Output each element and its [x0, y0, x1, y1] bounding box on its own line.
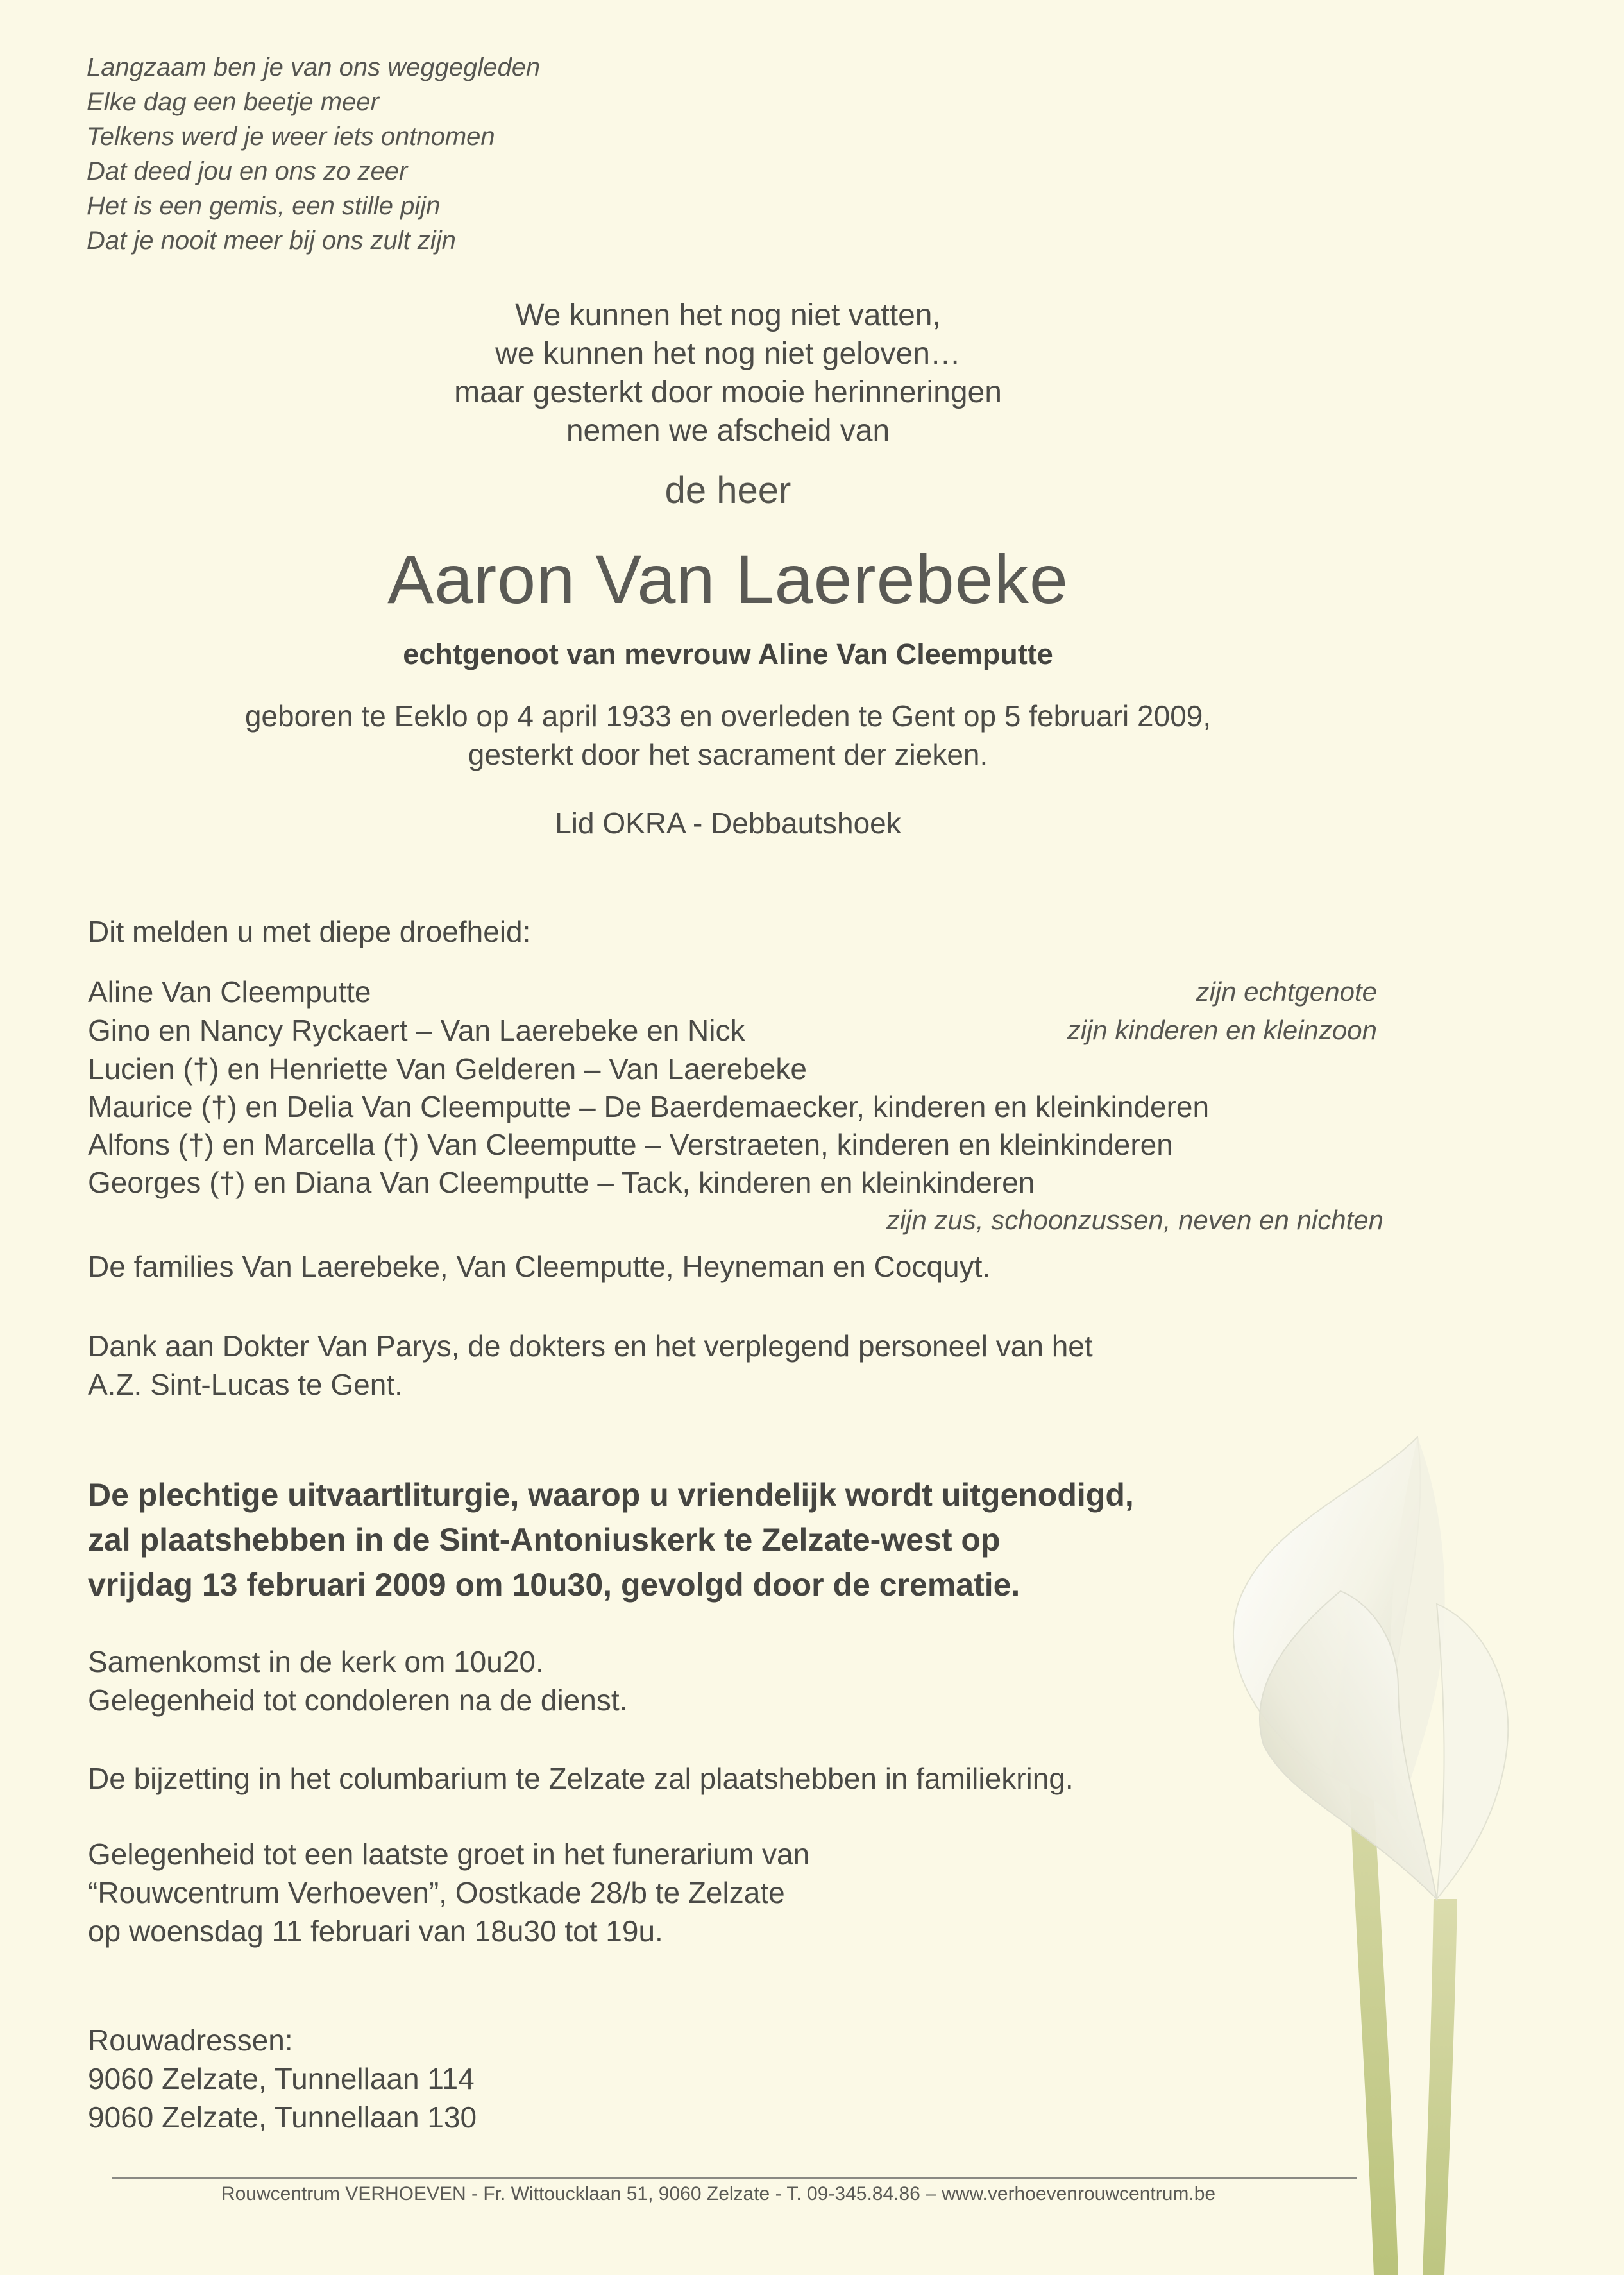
ceremony-details — [88, 1472, 1134, 1607]
family-member-name: Georges (†) en Diana Van Cleemputte – Tack, kinderen en kleinkinderen — [88, 1166, 1035, 1199]
families-line: De families Van Laerebeke, Van Cleemputte, Heyneman en Cocquyt. — [88, 1250, 991, 1283]
thanks-line: A.Z. Sint-Lucas te Gent. — [88, 1368, 403, 1401]
family-list — [88, 973, 1383, 1286]
intro-text — [0, 296, 1456, 450]
memorial-poem — [87, 50, 540, 258]
thanks-text — [88, 1327, 1093, 1404]
family-relation: zijn kinderen en kleinzoon — [1067, 1015, 1377, 1045]
family-member-name: Lucien (†) en Henriette Van Gelderen – Van Laerebeke — [88, 1052, 807, 1086]
intro-line: we kunnen het nog niet geloven… — [495, 337, 961, 371]
announcement-lead: Dit melden u met diepe droefheid: — [88, 915, 531, 948]
intro-line: nemen we afscheid van — [566, 414, 890, 448]
ceremony-line: vrijdag 13 februari 2009 om 10u30, gevolgd door de crematie. — [88, 1567, 1020, 1603]
family-group-relation: zijn zus, schoonzussen, neven en nichten — [886, 1205, 1383, 1235]
family-row — [88, 1050, 1377, 1088]
interment-line: De bijzetting in het columbarium te Zelzate zal plaatshebben in familiekring. — [88, 1762, 1074, 1795]
family-row — [88, 1126, 1377, 1164]
birth-line: geboren te Eeklo op 4 april 1933 en overleden te Gent op 5 februari 2009, — [244, 699, 1212, 733]
addresses-heading: Rouwadressen: — [88, 2024, 293, 2057]
intro-line: We kunnen het nog niet vatten, — [515, 298, 941, 332]
family-member-name: Maurice (†) en Delia Van Cleemputte – De Baerdemaecker, kinderen en kleinkinderen — [88, 1090, 1210, 1123]
birth-death-info — [0, 697, 1456, 774]
title-prefix: de heer — [664, 470, 791, 511]
thanks-line: Dank aan Dokter Van Parys, de dokters en het verplegend personeel van het — [88, 1329, 1093, 1363]
interment-info — [88, 1759, 1074, 1798]
viewing-info — [88, 1835, 809, 1950]
footer-funeral-home: Rouwcentrum VERHOEVEN - Fr. Wittoucklaan 51, 9060 Zelzate - T. 09-345.84.86 – www.verhoevenrouwcentrum.be — [221, 2183, 1216, 2204]
family-row — [88, 1088, 1377, 1126]
gathering-info — [88, 1642, 627, 1719]
family-member-name: Alfons (†) en Marcella (†) Van Cleemputte – Verstraeten, kinderen en kleinkinderen — [88, 1128, 1173, 1161]
poem-line: Telkens werd je weer iets ontnomen — [87, 123, 495, 151]
family-row — [88, 1164, 1377, 1202]
gathering-line: Gelegenheid tot condoleren na de dienst. — [88, 1683, 628, 1717]
poem-line: Dat je nooit meer bij ons zult zijn — [87, 226, 456, 255]
family-row — [88, 1012, 1377, 1050]
footer-divider — [112, 2177, 1357, 2179]
address-line: 9060 Zelzate, Tunnellaan 114 — [88, 2062, 475, 2095]
viewing-line: “Rouwcentrum Verhoeven”, Oostkade 28/b te Zelzate — [88, 1876, 785, 1909]
poem-line: Elke dag een beetje meer — [87, 88, 379, 116]
poem-line: Het is een gemis, een stille pijn — [87, 192, 441, 220]
family-member-name: Gino en Nancy Ryckaert – Van Laerebeke en Nick — [88, 1014, 745, 1047]
family-row — [88, 973, 1377, 1012]
mourning-addresses — [88, 2021, 477, 2136]
deceased-name: Aaron Van Laerebeke — [387, 540, 1069, 618]
ceremony-line: zal plaatshebben in de Sint-Antoniuskerk te Zelzate-west op — [88, 1522, 1001, 1558]
membership: Lid OKRA - Debbautshoek — [555, 806, 901, 840]
poem-line: Dat deed jou en ons zo zeer — [87, 157, 408, 185]
gathering-line: Samenkomst in de kerk om 10u20. — [88, 1645, 544, 1678]
intro-line: maar gesterkt door mooie herinneringen — [454, 375, 1002, 409]
viewing-line: Gelegenheid tot een laatste groet in het funerarium van — [88, 1837, 810, 1871]
ceremony-line: De plechtige uitvaartliturgie, waarop u vriendelijk wordt uitgenodigd, — [88, 1477, 1134, 1513]
family-member-name: Aline Van Cleemputte — [88, 975, 371, 1009]
poem-line: Langzaam ben je van ons weggegleden — [87, 53, 541, 81]
calla-lily-illustration — [1206, 1411, 1624, 2275]
family-relation: zijn echtgenote — [1196, 976, 1377, 1007]
address-line: 9060 Zelzate, Tunnellaan 130 — [88, 2100, 477, 2134]
spouse-line: echtgenoot van mevrouw Aline Van Cleemputte — [403, 638, 1053, 670]
viewing-line: op woensdag 11 februari van 18u30 tot 19u. — [88, 1914, 663, 1948]
sacrament-line: gesterkt door het sacrament der zieken. — [468, 738, 988, 771]
